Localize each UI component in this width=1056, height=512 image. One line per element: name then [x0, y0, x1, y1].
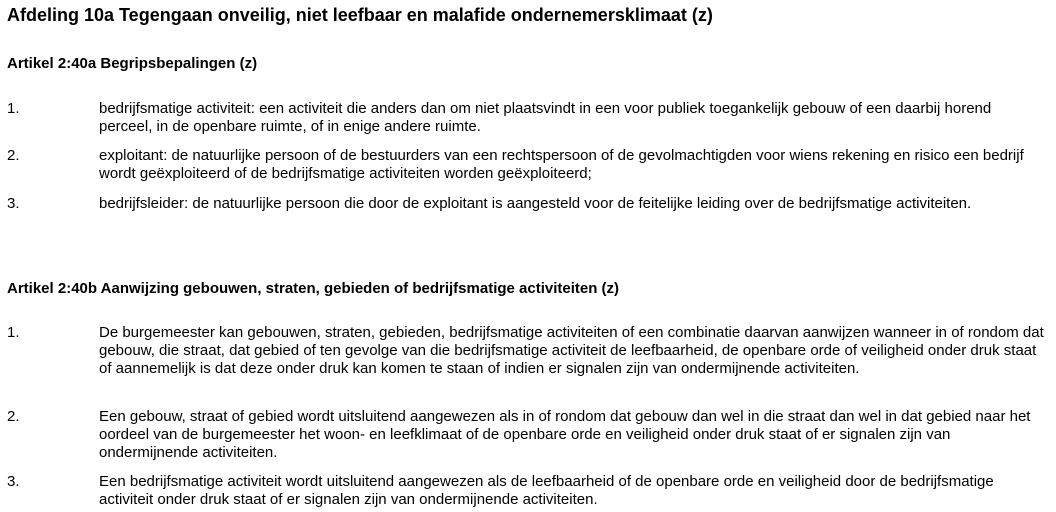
list-item [7, 473, 1047, 509]
item-text: Een gebouw, straat of gebied wordt uitsluitend aangewezen als in of rondom dat gebouw dan wel in die straat dan wel in dat gebied naar het oordeel van de burgemeester het woon- en leefklimaat of de openbare orde en veiligheid onder druk staat of er signalen zijn van ondermijnende activiteiten. [99, 408, 1031, 461]
item-number: 3. [7, 195, 20, 212]
list-item [7, 408, 1047, 462]
item-number: 2. [7, 147, 20, 164]
item-text: De burgemeester kan gebouwen, straten, gebieden, bedrijfsmatige activiteiten of een combinatie daarvan aanwijzen wanneer in of rondom dat gebouw, die straat, dat gebied of ten gevolge van die bedrijfsmatige activiteit de leefbaarheid, de openbare orde of veiligheid onder druk staat of aannemelijk is dat deze onder druk kan komen te staan of indien er signalen zijn van ondermijnende activiteiten. [99, 324, 1044, 377]
item-number: 2. [7, 408, 20, 425]
list-item [7, 195, 1047, 213]
item-number: 3. [7, 473, 20, 490]
list-item [7, 324, 1047, 378]
item-text: Een bedrijfsmatige activiteit wordt uitsluitend aangewezen als de leefbaarheid of de openbare orde en veiligheid door de bedrijfsmatige activiteit onder druk staat of er signalen zijn van ondermijnende activiteiten. [99, 473, 994, 508]
item-number: 1. [7, 100, 20, 117]
item-number: 1. [7, 324, 20, 341]
section-title: Afdeling 10a Tegengaan onveilig, niet leefbaar en malafide ondernemersklimaat (z) [7, 5, 713, 25]
list-item [7, 100, 1047, 136]
article-heading-2-40b: Artikel 2:40b Aanwijzing gebouwen, straten, gebieden of bedrijfsmatige activiteiten (z) [7, 280, 620, 297]
item-text: exploitant: de natuurlijke persoon of de bestuurders van een rechtspersoon of de gevolmachtigden voor wiens rekening en risico een bedrijf wordt geëxploiteerd of de bedrijfsmatige activiteiten worden geëxploiteerd; [99, 147, 1024, 182]
article-heading-2-40a: Artikel 2:40a Begripsbepalingen (z) [7, 55, 258, 72]
list-item [7, 147, 1047, 183]
item-text: bedrijfsleider: de natuurlijke persoon die door de exploitant is aangesteld voor de feitelijke leiding over de bedrijfsmatige activiteiten. [99, 195, 972, 212]
item-text: bedrijfsmatige activiteit: een activiteit die anders dan om niet plaatsvindt in een voor publiek toegankelijk gebouw of een daarbij horend perceel, in de openbare ruimte, of in enige andere ruimte. [99, 100, 992, 135]
